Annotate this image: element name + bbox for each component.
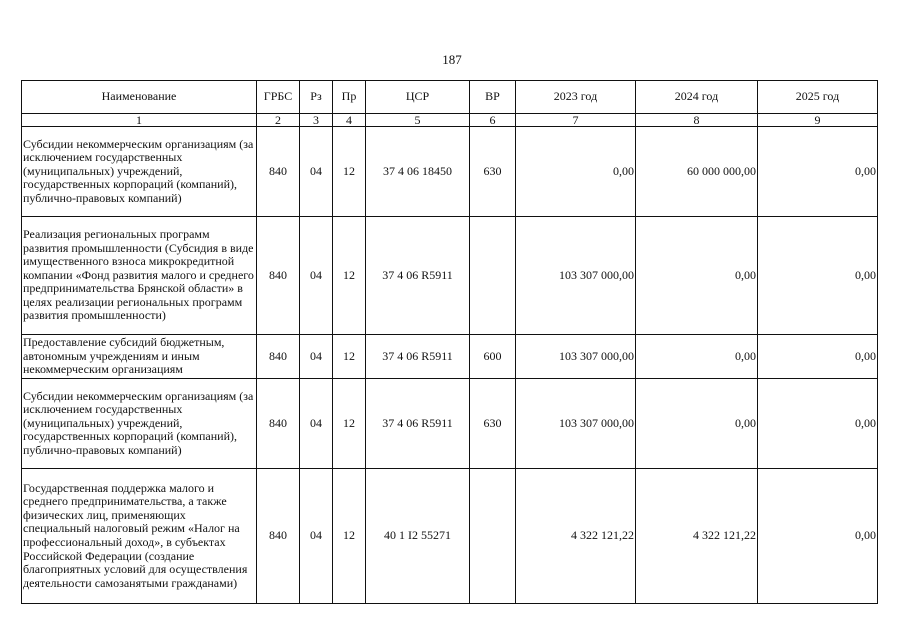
row-vr: [470, 469, 516, 604]
column-number: 5: [366, 114, 470, 127]
row-rz: 04: [300, 469, 333, 604]
column-number: 4: [333, 114, 366, 127]
row-pr: 12: [333, 335, 366, 379]
row-grbs: 840: [257, 127, 300, 217]
column-number: 8: [636, 114, 758, 127]
row-grbs: 840: [257, 217, 300, 335]
row-2024: 0,00: [636, 379, 758, 469]
table-row: [22, 469, 878, 604]
header-pr: Пр: [333, 81, 366, 114]
row-2025: 0,00: [758, 335, 878, 379]
row-vr: 600: [470, 335, 516, 379]
column-number-row: [22, 114, 878, 127]
column-number: 7: [516, 114, 636, 127]
column-number: 9: [758, 114, 878, 127]
row-csr: 37 4 06 R5911: [366, 379, 470, 469]
row-csr: 37 4 06 R5911: [366, 217, 470, 335]
table-row: [22, 127, 878, 217]
row-2023: 4 322 121,22: [516, 469, 636, 604]
row-2024: 0,00: [636, 217, 758, 335]
row-pr: 12: [333, 379, 366, 469]
row-pr: 12: [333, 127, 366, 217]
row-name: Предоставление субсидий бюджетным, автономным учреждениям и иным некоммерческим организациям: [22, 335, 257, 379]
row-name: Государственная поддержка малого и среднего предпринимательства, а также физических лиц, применяющих специальный налоговый режим «Налог на профессиональный доход», в субъектах Российской Федерации (создание благоприятных условий для осуществления деятельности самозанятыми гражданами): [22, 469, 257, 604]
row-2023: 103 307 000,00: [516, 379, 636, 469]
row-rz: 04: [300, 379, 333, 469]
row-2023: 103 307 000,00: [516, 217, 636, 335]
table-row: [22, 335, 878, 379]
header-grbs: ГРБС: [257, 81, 300, 114]
row-vr: 630: [470, 127, 516, 217]
row-vr: [470, 217, 516, 335]
row-name: Субсидии некоммерческим организациям (за исключением государственных (муниципальных) учреждений, государственных корпораций (компаний), публично-правовых компаний): [22, 127, 257, 217]
row-2025: 0,00: [758, 127, 878, 217]
row-csr: 37 4 06 18450: [366, 127, 470, 217]
row-csr: 37 4 06 R5911: [366, 335, 470, 379]
row-2024: 4 322 121,22: [636, 469, 758, 604]
column-number: 1: [22, 114, 257, 127]
page-number: 187: [442, 52, 462, 67]
column-number: 3: [300, 114, 333, 127]
header-vr: ВР: [470, 81, 516, 114]
row-2025: 0,00: [758, 379, 878, 469]
row-name: Субсидии некоммерческим организациям (за исключением государственных (муниципальных) учреждений, государственных корпораций (компаний), публично-правовых компаний): [22, 379, 257, 469]
header-name: Наименование: [22, 81, 257, 114]
row-rz: 04: [300, 127, 333, 217]
header-row: [22, 81, 878, 114]
column-number: 6: [470, 114, 516, 127]
table-row: [22, 217, 878, 335]
header-rz: Рз: [300, 81, 333, 114]
row-grbs: 840: [257, 379, 300, 469]
header-2024: 2024 год: [636, 81, 758, 114]
row-2023: 103 307 000,00: [516, 335, 636, 379]
row-rz: 04: [300, 335, 333, 379]
row-pr: 12: [333, 469, 366, 604]
header-2023: 2023 год: [516, 81, 636, 114]
row-csr: 40 1 I2 55271: [366, 469, 470, 604]
header-2025: 2025 год: [758, 81, 878, 114]
row-2025: 0,00: [758, 217, 878, 335]
header-csr: ЦСР: [366, 81, 470, 114]
row-pr: 12: [333, 217, 366, 335]
row-2024: 60 000 000,00: [636, 127, 758, 217]
row-grbs: 840: [257, 335, 300, 379]
row-2024: 0,00: [636, 335, 758, 379]
row-2023: 0,00: [516, 127, 636, 217]
row-2025: 0,00: [758, 469, 878, 604]
row-name: Реализация региональных программ развития промышленности (Субсидия в виде имущественного взноса микрокредитной компании «Фонд развития малого и среднего предпринимательства Брянской области» в целях реализации региональных программ развития промышленности): [22, 217, 257, 335]
table-row: [22, 379, 878, 469]
row-grbs: 840: [257, 469, 300, 604]
budget-table: [21, 80, 878, 604]
column-number: 2: [257, 114, 300, 127]
row-rz: 04: [300, 217, 333, 335]
row-vr: 630: [470, 379, 516, 469]
